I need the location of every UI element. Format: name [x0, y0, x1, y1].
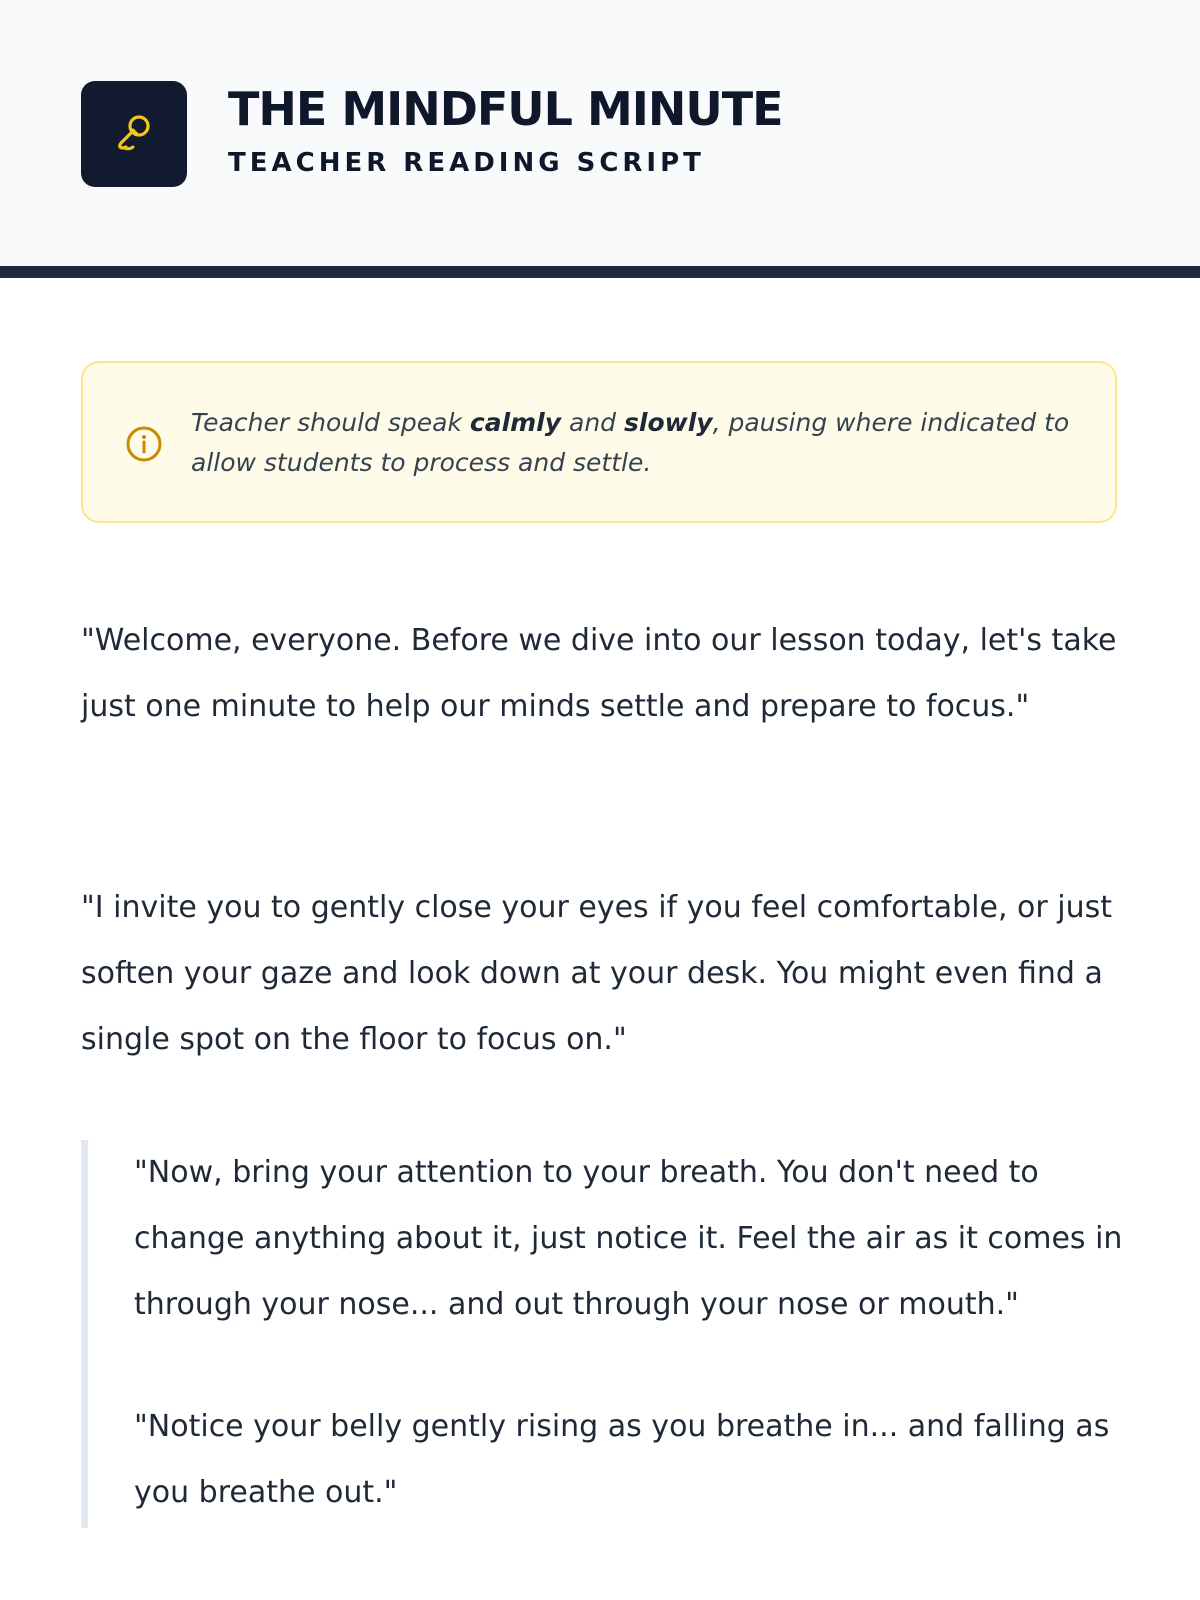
teacher-note	[81, 361, 1117, 523]
emphasis-slowly: slowly	[624, 408, 713, 437]
page-subtitle: TEACHER READING SCRIPT	[228, 148, 705, 178]
script-paragraph-2: "I invite you to gently close your eyes if you feel comfortable, or just soften your gaze and look down at your desk. You might even find a single spot on the floor to focus on."	[81, 890, 1113, 1057]
page-title: THE MINDFUL MINUTE	[228, 82, 783, 136]
page-header	[0, 0, 1200, 278]
info-icon	[125, 425, 163, 463]
microphone-icon	[109, 109, 159, 159]
emphasis-calmly: calmly	[469, 408, 562, 437]
breathing-quote-block	[81, 1140, 1121, 1528]
script-quote-1: "Now, bring your attention to your breath. You don't need to change anything about it, just notice it. Feel the air as it comes in through your nose... and out through your nose or mouth."	[134, 1155, 1123, 1322]
teacher-note-text: Teacher should speak calmly and slowly, pausing where indicated to allow students to process and settle.	[191, 408, 1070, 477]
script-quote-2: "Notice your belly gently rising as you breathe in... and falling as you breathe out."	[134, 1409, 1110, 1510]
script-paragraph-1: "Welcome, everyone. Before we dive into our lesson today, let's take just one minute to help our minds settle and prepare to focus."	[81, 623, 1117, 724]
logo	[81, 81, 187, 187]
